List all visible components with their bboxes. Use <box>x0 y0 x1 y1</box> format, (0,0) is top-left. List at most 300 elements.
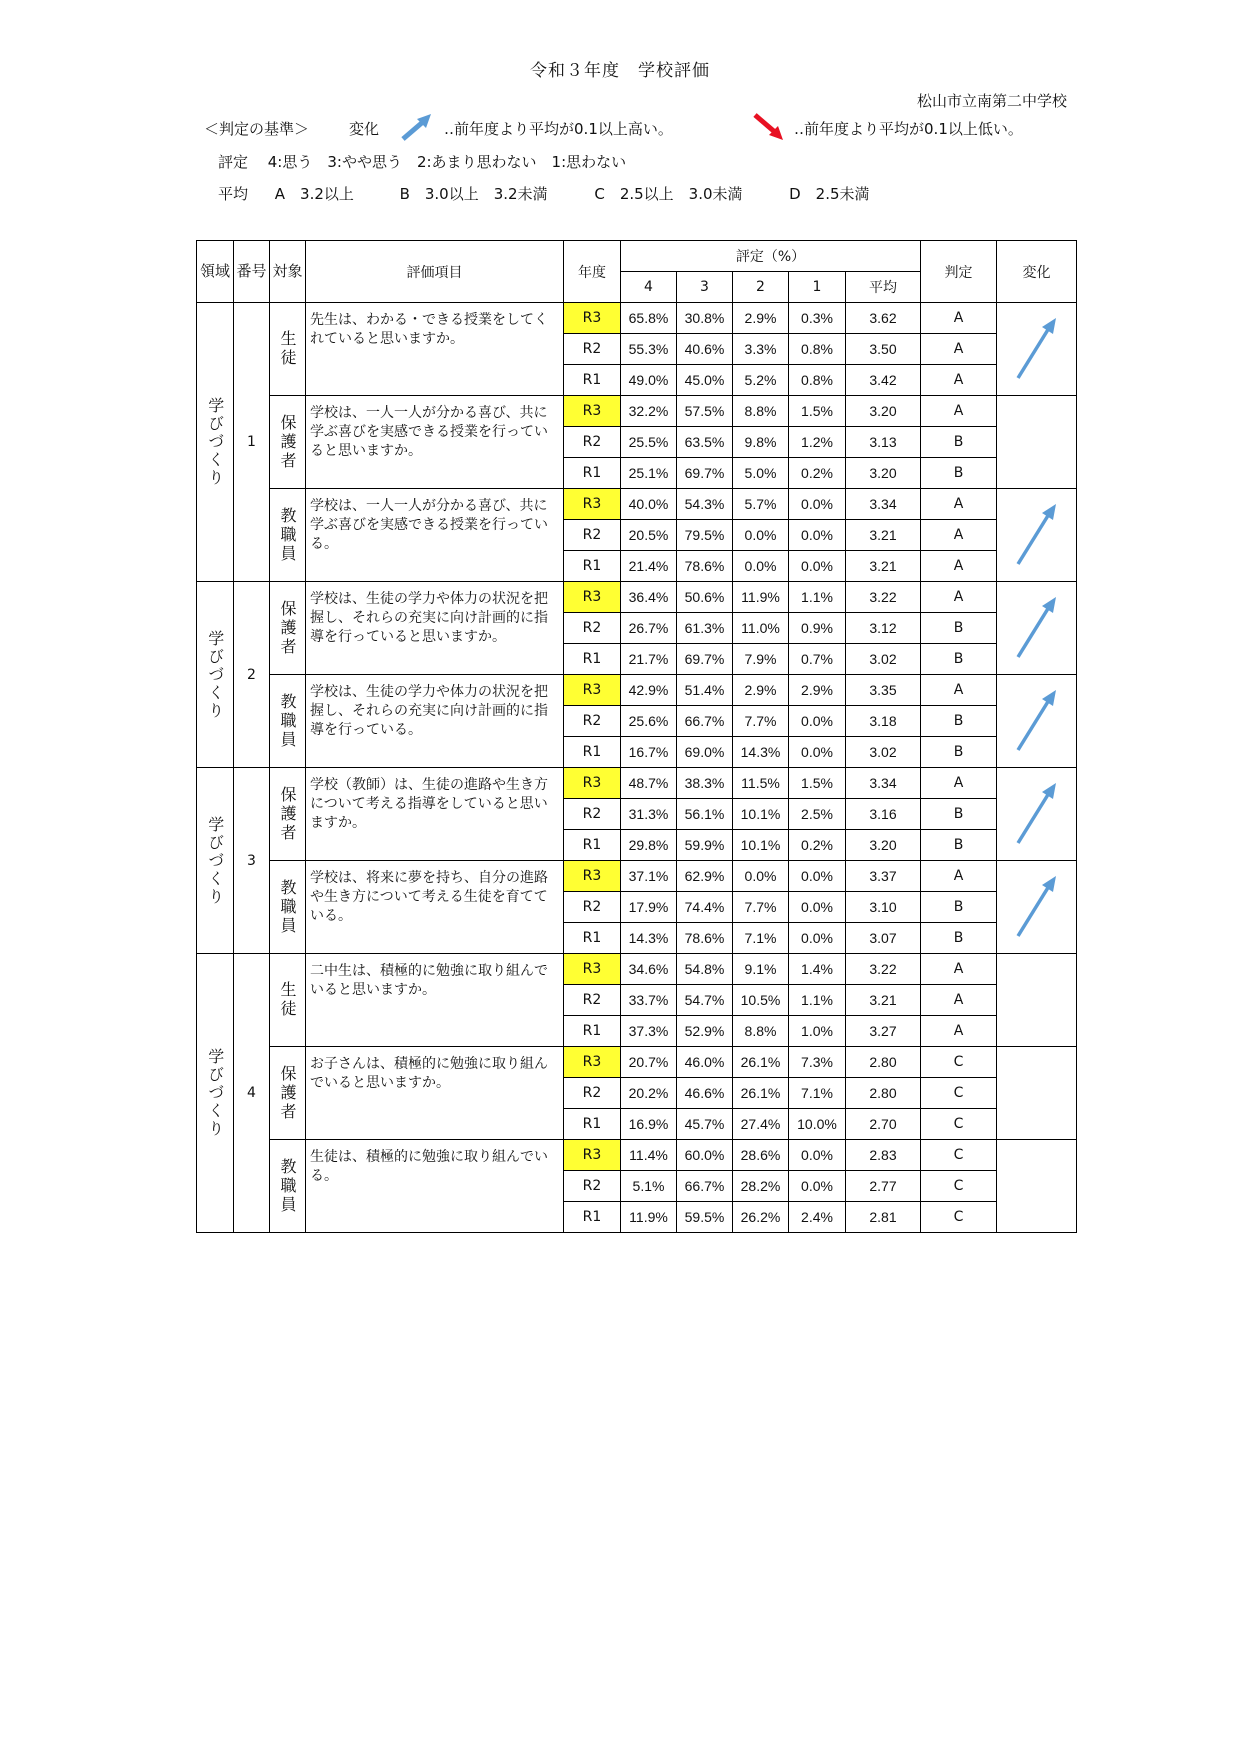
up-arrow-icon <box>1013 874 1061 940</box>
average-cell: 3.34 <box>846 768 921 799</box>
percent-1-cell: 0.0% <box>789 489 846 520</box>
percent-1-cell: 1.0% <box>789 1016 846 1047</box>
evaluation-item: 学校は、一人一人が分かる喜び、共に学ぶ喜びを実感できる授業を行っていると思いますか。 <box>306 396 564 489</box>
percent-4-cell: 14.3% <box>621 923 677 954</box>
percent-2-cell: 27.4% <box>733 1109 789 1140</box>
header-target: 対象 <box>270 241 306 303</box>
percent-3-cell: 51.4% <box>677 675 733 706</box>
area-label: 学びづくり <box>205 629 225 720</box>
judgment-cell: A <box>921 768 997 799</box>
average-cell: 3.62 <box>846 303 921 334</box>
judgment-cell: C <box>921 1047 997 1078</box>
year-cell: R3 <box>564 768 621 799</box>
year-cell: R3 <box>564 396 621 427</box>
grade-c: C 2.5以上 3.0未満 <box>594 185 743 203</box>
percent-2-cell: 0.0% <box>733 551 789 582</box>
percent-3-cell: 30.8% <box>677 303 733 334</box>
percent-4-cell: 20.2% <box>621 1078 677 1109</box>
average-cell: 2.77 <box>846 1171 921 1202</box>
evaluation-table <box>196 240 1077 1233</box>
percent-2-cell: 9.8% <box>733 427 789 458</box>
percent-2-cell: 5.7% <box>733 489 789 520</box>
percent-1-cell: 10.0% <box>789 1109 846 1140</box>
percent-2-cell: 11.5% <box>733 768 789 799</box>
area-cell <box>197 954 234 1233</box>
average-cell: 3.10 <box>846 892 921 923</box>
percent-1-cell: 0.0% <box>789 923 846 954</box>
judgment-cell: B <box>921 830 997 861</box>
table-body <box>197 303 1077 1233</box>
percent-2-cell: 10.1% <box>733 799 789 830</box>
percent-4-cell: 48.7% <box>621 768 677 799</box>
percent-4-cell: 21.4% <box>621 551 677 582</box>
percent-1-cell: 1.1% <box>789 985 846 1016</box>
percent-2-cell: 10.5% <box>733 985 789 1016</box>
evaluation-item: 学校は、生徒の学力や体力の状況を把握し、それらの充実に向け計画的に指導を行っていると思いますか。 <box>306 582 564 675</box>
target-label: 保護者 <box>278 413 297 471</box>
header-rating: 評定（%） <box>621 241 921 272</box>
percent-1-cell: 1.5% <box>789 396 846 427</box>
percent-1-cell: 7.3% <box>789 1047 846 1078</box>
table-row <box>197 582 1077 613</box>
percent-3-cell: 60.0% <box>677 1140 733 1171</box>
table-row <box>197 954 1077 985</box>
percent-4-cell: 16.7% <box>621 737 677 768</box>
percent-3-cell: 78.6% <box>677 551 733 582</box>
percent-4-cell: 29.8% <box>621 830 677 861</box>
percent-3-cell: 50.6% <box>677 582 733 613</box>
percent-4-cell: 33.7% <box>621 985 677 1016</box>
target-cell <box>270 768 306 861</box>
percent-1-cell: 0.0% <box>789 1171 846 1202</box>
header-col-2: 2 <box>733 272 789 303</box>
average-cell: 3.37 <box>846 861 921 892</box>
average-cell: 2.70 <box>846 1109 921 1140</box>
average-cell: 3.42 <box>846 365 921 396</box>
percent-2-cell: 2.9% <box>733 675 789 706</box>
year-cell: R2 <box>564 1078 621 1109</box>
up-arrow-icon <box>1013 595 1061 661</box>
judgment-cell: B <box>921 737 997 768</box>
header-row-1 <box>197 241 1077 272</box>
average-cell: 3.50 <box>846 334 921 365</box>
target-cell <box>270 303 306 396</box>
evaluation-item: お子さんは、積極的に勉強に取り組んでいると思いますか。 <box>306 1047 564 1140</box>
target-label: 生徒 <box>278 330 297 368</box>
percent-1-cell: 2.5% <box>789 799 846 830</box>
judgment-cell: A <box>921 985 997 1016</box>
year-cell: R1 <box>564 830 621 861</box>
average-cell: 3.22 <box>846 954 921 985</box>
average-label: 平均 <box>218 185 249 203</box>
percent-2-cell: 5.0% <box>733 458 789 489</box>
percent-1-cell: 0.7% <box>789 644 846 675</box>
percent-1-cell: 0.8% <box>789 334 846 365</box>
target-cell <box>270 675 306 768</box>
percent-2-cell: 11.0% <box>733 613 789 644</box>
average-cell: 3.02 <box>846 737 921 768</box>
judgment-cell: B <box>921 892 997 923</box>
percent-3-cell: 59.9% <box>677 830 733 861</box>
percent-1-cell: 1.2% <box>789 427 846 458</box>
percent-4-cell: 26.7% <box>621 613 677 644</box>
judgment-cell: C <box>921 1140 997 1171</box>
average-legend <box>218 183 870 204</box>
up-arrow-icon <box>1013 316 1061 382</box>
year-cell: R1 <box>564 737 621 768</box>
target-label: 生徒 <box>278 981 297 1019</box>
table-row <box>197 489 1077 520</box>
percent-2-cell: 26.2% <box>733 1202 789 1233</box>
percent-2-cell: 9.1% <box>733 954 789 985</box>
year-cell: R1 <box>564 458 621 489</box>
year-cell: R1 <box>564 1016 621 1047</box>
year-cell: R3 <box>564 675 621 706</box>
percent-1-cell: 0.2% <box>789 458 846 489</box>
average-cell: 3.22 <box>846 582 921 613</box>
average-cell: 2.80 <box>846 1047 921 1078</box>
average-cell: 3.07 <box>846 923 921 954</box>
average-cell: 2.81 <box>846 1202 921 1233</box>
target-cell <box>270 954 306 1047</box>
judgment-cell: C <box>921 1078 997 1109</box>
judgment-cell: A <box>921 675 997 706</box>
table-row <box>197 303 1077 334</box>
year-cell: R3 <box>564 582 621 613</box>
header-col-3: 3 <box>677 272 733 303</box>
header-col-1: 1 <box>789 272 846 303</box>
up-arrow-icon <box>1013 502 1061 568</box>
percent-4-cell: 11.4% <box>621 1140 677 1171</box>
percent-4-cell: 65.8% <box>621 303 677 334</box>
percent-2-cell: 26.1% <box>733 1078 789 1109</box>
year-cell: R2 <box>564 706 621 737</box>
percent-2-cell: 5.2% <box>733 365 789 396</box>
average-cell: 3.21 <box>846 985 921 1016</box>
year-cell: R1 <box>564 1202 621 1233</box>
judgment-cell: B <box>921 799 997 830</box>
evaluation-item: 学校は、生徒の学力や体力の状況を把握し、それらの充実に向け計画的に指導を行っている。 <box>306 675 564 768</box>
area-label: 学びづくり <box>205 1048 225 1138</box>
target-label: 保護者 <box>278 599 297 657</box>
percent-1-cell: 1.1% <box>789 582 846 613</box>
percent-4-cell: 31.3% <box>621 799 677 830</box>
percent-3-cell: 74.4% <box>677 892 733 923</box>
year-cell: R3 <box>564 1047 621 1078</box>
evaluation-item: 先生は、わかる・できる授業をしてくれていると思いますか。 <box>306 303 564 396</box>
judgment-cell: A <box>921 861 997 892</box>
judgment-cell: A <box>921 489 997 520</box>
percent-4-cell: 25.1% <box>621 458 677 489</box>
percent-1-cell: 0.0% <box>789 861 846 892</box>
target-cell <box>270 861 306 954</box>
up-arrow-icon <box>1013 688 1061 754</box>
change-label: 変化 <box>349 120 380 138</box>
percent-4-cell: 16.9% <box>621 1109 677 1140</box>
table-row <box>197 861 1077 892</box>
percent-1-cell: 0.0% <box>789 706 846 737</box>
percent-2-cell: 10.1% <box>733 830 789 861</box>
percent-1-cell: 0.8% <box>789 365 846 396</box>
percent-2-cell: 3.3% <box>733 334 789 365</box>
year-cell: R3 <box>564 489 621 520</box>
percent-1-cell: 0.0% <box>789 520 846 551</box>
percent-2-cell: 28.6% <box>733 1140 789 1171</box>
percent-4-cell: 37.1% <box>621 861 677 892</box>
percent-1-cell: 2.9% <box>789 675 846 706</box>
percent-3-cell: 59.5% <box>677 1202 733 1233</box>
grade-b: B 3.0以上 3.2未満 <box>399 185 548 203</box>
percent-3-cell: 54.3% <box>677 489 733 520</box>
target-cell <box>270 396 306 489</box>
percent-4-cell: 49.0% <box>621 365 677 396</box>
target-label: 保護者 <box>278 785 297 843</box>
percent-2-cell: 26.1% <box>733 1047 789 1078</box>
criteria-label: ＜判定の基準＞ <box>204 120 310 138</box>
percent-4-cell: 20.7% <box>621 1047 677 1078</box>
judgment-cell: B <box>921 458 997 489</box>
percent-1-cell: 0.0% <box>789 1140 846 1171</box>
percent-1-cell: 0.2% <box>789 830 846 861</box>
area-label: 学びづくり <box>205 815 225 906</box>
average-cell: 3.20 <box>846 396 921 427</box>
percent-4-cell: 40.0% <box>621 489 677 520</box>
percent-2-cell: 2.9% <box>733 303 789 334</box>
percent-1-cell: 0.3% <box>789 303 846 334</box>
percent-2-cell: 28.2% <box>733 1171 789 1202</box>
evaluation-item: 生徒は、積極的に勉強に取り組んでいる。 <box>306 1140 564 1233</box>
judgment-cell: C <box>921 1202 997 1233</box>
percent-4-cell: 25.6% <box>621 706 677 737</box>
grade-a: A 3.2以上 <box>274 185 354 203</box>
up-explanation: ‥前年度より平均が0.1以上高い。 <box>444 120 673 138</box>
area-cell <box>197 768 234 954</box>
year-cell: R3 <box>564 954 621 985</box>
up-arrow-icon <box>1013 781 1061 847</box>
percent-3-cell: 52.9% <box>677 1016 733 1047</box>
year-cell: R1 <box>564 1109 621 1140</box>
average-cell: 3.20 <box>846 458 921 489</box>
percent-3-cell: 56.1% <box>677 799 733 830</box>
change-cell <box>997 768 1077 861</box>
percent-4-cell: 36.4% <box>621 582 677 613</box>
percent-1-cell: 0.0% <box>789 737 846 768</box>
percent-3-cell: 66.7% <box>677 706 733 737</box>
percent-3-cell: 62.9% <box>677 861 733 892</box>
percent-2-cell: 8.8% <box>733 396 789 427</box>
percent-4-cell: 11.9% <box>621 1202 677 1233</box>
average-cell: 2.80 <box>846 1078 921 1109</box>
target-cell <box>270 582 306 675</box>
change-cell <box>997 489 1077 582</box>
percent-1-cell: 0.0% <box>789 551 846 582</box>
percent-3-cell: 40.6% <box>677 334 733 365</box>
percent-2-cell: 0.0% <box>733 861 789 892</box>
change-cell <box>997 954 1077 1047</box>
percent-3-cell: 38.3% <box>677 768 733 799</box>
header-number: 番号 <box>234 241 270 303</box>
percent-1-cell: 1.5% <box>789 768 846 799</box>
percent-3-cell: 46.6% <box>677 1078 733 1109</box>
percent-4-cell: 21.7% <box>621 644 677 675</box>
judgment-cell: A <box>921 365 997 396</box>
judgment-cell: A <box>921 1016 997 1047</box>
percent-2-cell: 14.3% <box>733 737 789 768</box>
percent-4-cell: 32.2% <box>621 396 677 427</box>
percent-4-cell: 25.5% <box>621 427 677 458</box>
header-year: 年度 <box>564 241 621 303</box>
judgment-cell: B <box>921 613 997 644</box>
percent-2-cell: 7.7% <box>733 892 789 923</box>
change-cell <box>997 396 1077 489</box>
percent-1-cell: 2.4% <box>789 1202 846 1233</box>
header-area: 領域 <box>197 241 234 303</box>
area-label: 学びづくり <box>205 397 225 487</box>
percent-2-cell: 0.0% <box>733 520 789 551</box>
year-cell: R2 <box>564 985 621 1016</box>
average-cell: 3.27 <box>846 1016 921 1047</box>
judgment-cell: A <box>921 520 997 551</box>
down-arrow-icon <box>752 112 786 142</box>
average-cell: 3.21 <box>846 520 921 551</box>
change-cell <box>997 1140 1077 1233</box>
target-label: 教職員 <box>278 1157 297 1215</box>
grade-d: D 2.5未満 <box>789 185 870 203</box>
year-cell: R2 <box>564 613 621 644</box>
percent-3-cell: 79.5% <box>677 520 733 551</box>
judgment-cell: A <box>921 396 997 427</box>
percent-4-cell: 34.6% <box>621 954 677 985</box>
judgment-cell: C <box>921 1109 997 1140</box>
table-row <box>197 1140 1077 1171</box>
header-change: 変化 <box>997 241 1077 303</box>
evaluation-item: 学校は、将来に夢を持ち、自分の進路や生き方について考える生徒を育てている。 <box>306 861 564 954</box>
percent-3-cell: 54.7% <box>677 985 733 1016</box>
target-cell <box>270 1047 306 1140</box>
percent-2-cell: 7.7% <box>733 706 789 737</box>
judgment-cell: B <box>921 706 997 737</box>
number-cell: 3 <box>234 768 270 954</box>
percent-3-cell: 61.3% <box>677 613 733 644</box>
header-avg: 平均 <box>846 272 921 303</box>
percent-4-cell: 37.3% <box>621 1016 677 1047</box>
percent-3-cell: 69.7% <box>677 458 733 489</box>
average-cell: 3.13 <box>846 427 921 458</box>
percent-2-cell: 11.9% <box>733 582 789 613</box>
percent-3-cell: 66.7% <box>677 1171 733 1202</box>
average-cell: 3.34 <box>846 489 921 520</box>
percent-4-cell: 42.9% <box>621 675 677 706</box>
area-cell <box>197 303 234 582</box>
percent-3-cell: 54.8% <box>677 954 733 985</box>
year-cell: R3 <box>564 861 621 892</box>
target-label: 教職員 <box>278 878 297 936</box>
year-cell: R2 <box>564 799 621 830</box>
year-cell: R2 <box>564 334 621 365</box>
year-cell: R3 <box>564 303 621 334</box>
target-label: 教職員 <box>278 692 297 750</box>
judgment-cell: A <box>921 303 997 334</box>
change-cell <box>997 675 1077 768</box>
area-cell <box>197 582 234 768</box>
percent-1-cell: 0.9% <box>789 613 846 644</box>
judgment-cell: A <box>921 954 997 985</box>
judgment-cell: A <box>921 334 997 365</box>
target-label: 保護者 <box>278 1064 297 1122</box>
table-row <box>197 768 1077 799</box>
average-cell: 2.83 <box>846 1140 921 1171</box>
percent-1-cell: 0.0% <box>789 892 846 923</box>
average-cell: 3.35 <box>846 675 921 706</box>
year-cell: R1 <box>564 551 621 582</box>
year-cell: R2 <box>564 1171 621 1202</box>
target-cell <box>270 489 306 582</box>
rating-legend: 評定 4:思う 3:やや思う 2:あまり思わない 1:思わない <box>218 153 627 171</box>
target-cell <box>270 1140 306 1233</box>
year-cell: R1 <box>564 644 621 675</box>
judgment-cell: B <box>921 644 997 675</box>
year-cell: R2 <box>564 427 621 458</box>
average-cell: 3.18 <box>846 706 921 737</box>
percent-4-cell: 5.1% <box>621 1171 677 1202</box>
table-row <box>197 675 1077 706</box>
up-arrow-icon <box>400 112 434 142</box>
percent-3-cell: 46.0% <box>677 1047 733 1078</box>
table-row <box>197 396 1077 427</box>
change-cell <box>997 861 1077 954</box>
judgment-cell: B <box>921 427 997 458</box>
average-cell: 3.02 <box>846 644 921 675</box>
average-cell: 3.20 <box>846 830 921 861</box>
percent-3-cell: 57.5% <box>677 396 733 427</box>
percent-3-cell: 45.0% <box>677 365 733 396</box>
header-col-4: 4 <box>621 272 677 303</box>
year-cell: R2 <box>564 892 621 923</box>
percent-2-cell: 7.9% <box>733 644 789 675</box>
percent-4-cell: 55.3% <box>621 334 677 365</box>
average-cell: 3.12 <box>846 613 921 644</box>
year-cell: R1 <box>564 365 621 396</box>
number-cell: 4 <box>234 954 270 1233</box>
change-cell <box>997 303 1077 396</box>
change-cell <box>997 582 1077 675</box>
percent-1-cell: 7.1% <box>789 1078 846 1109</box>
percent-2-cell: 8.8% <box>733 1016 789 1047</box>
percent-3-cell: 63.5% <box>677 427 733 458</box>
judgment-cell: C <box>921 1171 997 1202</box>
down-explanation: ‥前年度より平均が0.1以上低い。 <box>794 120 1023 138</box>
judgment-cell: A <box>921 551 997 582</box>
percent-3-cell: 45.7% <box>677 1109 733 1140</box>
percent-3-cell: 69.7% <box>677 644 733 675</box>
target-label: 教職員 <box>278 506 297 564</box>
judgment-cell: B <box>921 923 997 954</box>
table-row <box>197 1047 1077 1078</box>
evaluation-item: 学校は、一人一人が分かる喜び、共に学ぶ喜びを実感できる授業を行っている。 <box>306 489 564 582</box>
evaluation-item: 二中生は、積極的に勉強に取り組んでいると思いますか。 <box>306 954 564 1047</box>
number-cell: 2 <box>234 582 270 768</box>
header-item: 評価項目 <box>306 241 564 303</box>
average-cell: 3.16 <box>846 799 921 830</box>
year-cell: R1 <box>564 923 621 954</box>
average-cell: 3.21 <box>846 551 921 582</box>
percent-4-cell: 20.5% <box>621 520 677 551</box>
year-cell: R2 <box>564 520 621 551</box>
percent-4-cell: 17.9% <box>621 892 677 923</box>
evaluation-item: 学校（教師）は、生徒の進路や生き方について考える指導をしていると思いますか。 <box>306 768 564 861</box>
percent-3-cell: 78.6% <box>677 923 733 954</box>
page-title: 令和３年度 学校評価 <box>530 61 710 81</box>
